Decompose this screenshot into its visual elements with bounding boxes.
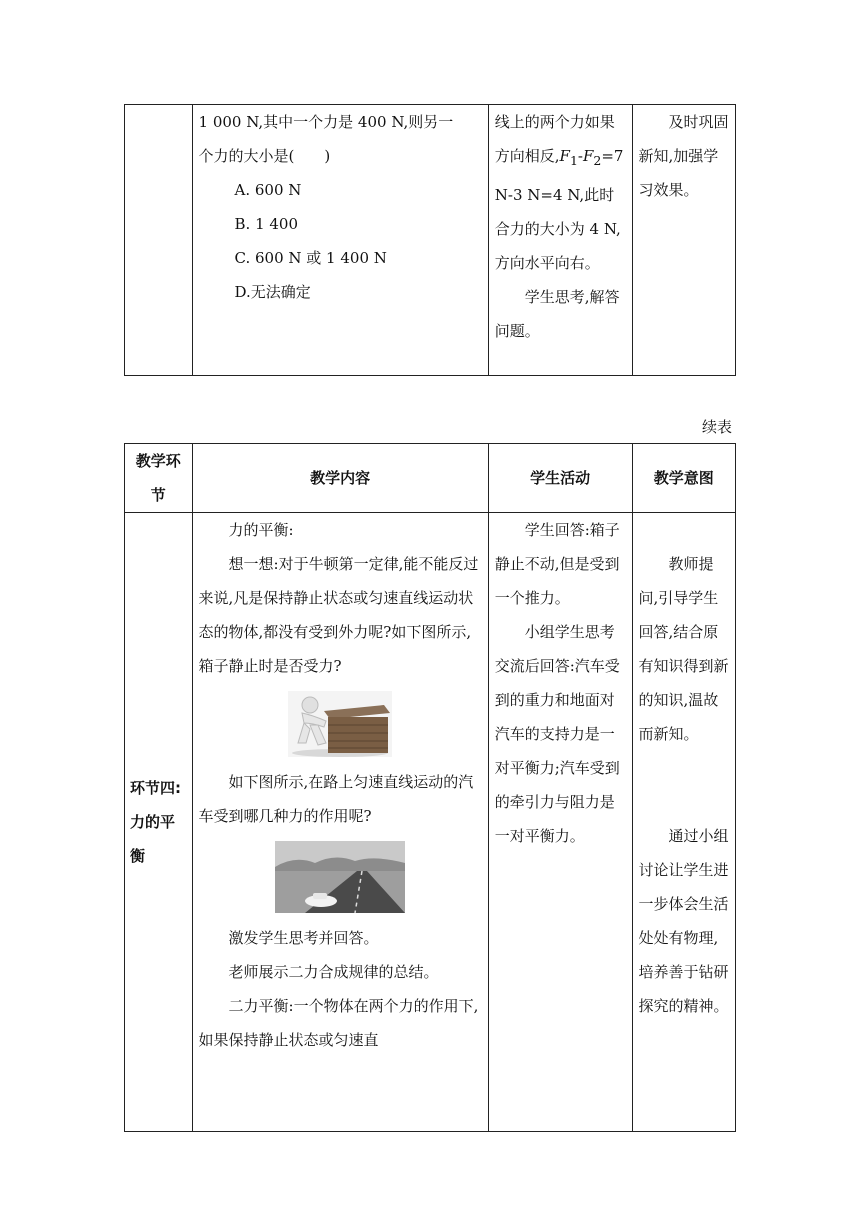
content-p5: 老师展示二力合成规律的总结。 [228, 963, 439, 981]
activity-p2: 小组学生思考交流后回答:汽车受到的重力和地面对汽车的支持力是一对平衡力;汽车受到的牵引力与阻力是一对平衡力。 [494, 623, 620, 845]
question-cell [192, 105, 488, 376]
option-c: C. 600 N 或 1 400 N [234, 249, 387, 267]
question-line: 1 000 N,其中一个力是 400 N,则另一 [198, 113, 454, 131]
intent-p2: 通过小组讨论让学生进一步体会生活处处有物理,培养善于钻研探究的精神。 [638, 827, 729, 1015]
option-a: A. 600 N [234, 181, 302, 199]
activity-p1: 学生回答:箱子静止不动,但是受到一个推力。 [494, 521, 620, 607]
empty-cell [125, 105, 193, 376]
content-p2: 想一想:对于牛顿第一定律,能不能反过来说,凡是保持静止状态或匀速直线运动状态的物体,都没有受到外力呢?如下图所示,箱子静止时是否受力? [198, 555, 479, 675]
question-line: 个力的大小是( ) [198, 147, 331, 165]
intent-text: 及时巩固新知,加强学习效果。 [638, 113, 729, 199]
content-p3: 如下图所示,在路上匀速直线运动的汽车受到哪几种力的作用呢? [198, 773, 474, 825]
content-p1: 力的平衡: [228, 521, 294, 539]
box-push-image [199, 691, 482, 757]
activity-cell [488, 513, 632, 1132]
content-p4: 激发学生思考并回答。 [228, 929, 379, 947]
header-intent: 教学意图 [632, 444, 736, 513]
content-cell [192, 513, 488, 1132]
intent-cell [632, 513, 736, 1132]
option-b: B. 1 400 [234, 215, 299, 233]
option-d: D.无法确定 [234, 283, 311, 301]
intent-cell [632, 105, 736, 376]
intent-p1: 教师提问,引导学生回答,结合原有知识得到新的知识,温故而新知。 [638, 555, 729, 743]
activity-text: 线上的两个力如果方向相反$,F_1-F_2=7$ N-3 N=4 N,此时合力的大小为 4 N,方向水平向右。 [494, 113, 624, 272]
car-road-image [199, 841, 482, 913]
header-activity: 学生活动 [488, 444, 632, 513]
content-p6: 二力平衡:一个物体在两个力的作用下,如果保持静止状态或匀速直 [198, 997, 479, 1049]
header-stage: 教学环节 [125, 444, 193, 513]
header-content: 教学内容 [192, 444, 488, 513]
activity-text-2: 学生思考,解答问题。 [494, 288, 620, 340]
section-label: 环节四:力的平衡 [125, 513, 193, 1132]
lesson-table [124, 443, 736, 1132]
activity-cell [488, 105, 632, 376]
continued-label: 续表 [701, 418, 732, 436]
top-table [124, 104, 736, 376]
